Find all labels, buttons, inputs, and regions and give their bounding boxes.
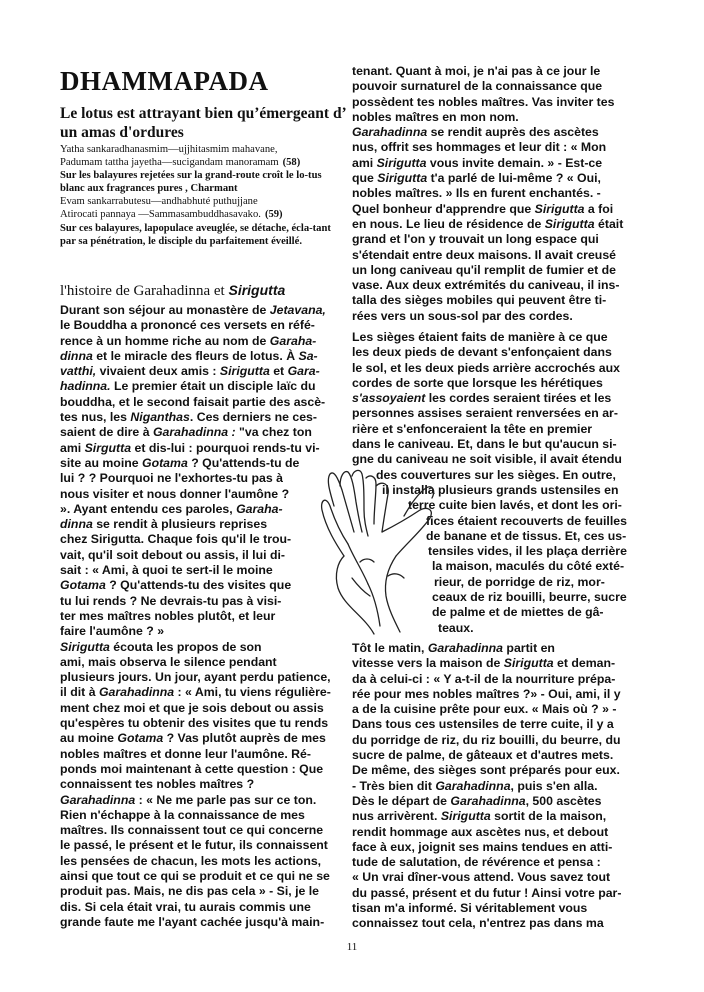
text-segment: dinna <box>60 348 93 363</box>
text-line <box>60 793 331 808</box>
text-segment: il dit à <box>60 685 99 700</box>
text-segment: tensiles vides, il les plaça derrière <box>428 544 627 559</box>
text-line <box>352 809 621 824</box>
text-segment: Gotama <box>142 455 188 470</box>
text-segment: Tôt le matin, <box>352 641 428 655</box>
text-segment: que <box>352 171 378 186</box>
text-line <box>352 748 621 763</box>
pali-verse-58-line1: Yatha sankaradhanasmim—ujjhitasmim mahavane, <box>60 144 278 155</box>
text-line <box>352 345 627 360</box>
text-line <box>352 702 621 717</box>
text-line <box>352 656 621 671</box>
text-line <box>60 471 331 486</box>
text-segment: Garahadinna <box>98 685 175 700</box>
text-segment: Sirgutta <box>84 440 132 455</box>
text-segment: du passé, présent et du futur ! Ainsi votre par- <box>352 885 622 900</box>
text-line <box>352 437 627 452</box>
text-segment: Sirigutta <box>440 809 491 824</box>
text-segment: nus arrivèrent. <box>352 809 441 824</box>
text-segment: ? Vas plutôt auprès de mes <box>163 731 326 746</box>
verses-block <box>60 143 346 248</box>
text-segment: chez Sirigutta. Chaque fois qu'il le trou- <box>60 532 292 547</box>
text-segment: ainsi que tout ce qui se produit et ce qui ne se <box>60 868 330 883</box>
text-segment: - Très bien dit <box>352 778 436 793</box>
text-segment: hadinna. <box>60 379 111 394</box>
text-segment: et dis-lui : pourquoi rends-tu vi- <box>131 440 320 455</box>
text-line <box>352 330 627 345</box>
text-line <box>352 886 621 901</box>
text-segment: fices étaient recouverts de feuilles <box>426 513 627 528</box>
text-line <box>352 110 623 125</box>
text-segment: ter mes maîtres nobles plutôt, et leur <box>60 608 276 623</box>
text-line <box>60 640 331 655</box>
text-segment: "va chez ton <box>235 425 312 440</box>
text-line <box>352 140 623 155</box>
text-segment: nus, offrit ses hommages et leur dit : « Mon <box>352 140 607 155</box>
text-segment: lui ? ? Pourquoi ne l'exhortes-tu pas à <box>60 471 283 486</box>
text-line <box>352 733 621 748</box>
text-line <box>352 794 621 809</box>
lotus-hand-illustration <box>304 466 454 636</box>
text-segment: ami <box>352 155 377 170</box>
text-line <box>352 422 627 437</box>
text-segment: Le premier était un disciple laïc du <box>110 379 316 394</box>
text-segment: t'a parlé de lui-même ? « Oui, <box>427 171 601 186</box>
text-segment: de palme et de miettes de gâ- <box>432 605 604 620</box>
text-line <box>60 624 331 639</box>
text-segment: Gara- <box>287 364 320 379</box>
text-segment: terre cuite bien lavés, et dont les ori- <box>408 498 622 513</box>
text-line <box>60 747 331 762</box>
text-segment: au moine <box>60 731 118 746</box>
text-segment: Garahadinna <box>450 793 526 808</box>
text-line <box>60 884 331 899</box>
text-segment: vitesse vers la maison de <box>352 656 504 671</box>
text-segment: s'étendait entre deux maisons. Il avait creusé <box>352 247 616 262</box>
section-title <box>60 282 285 300</box>
text-line <box>60 364 331 379</box>
text-line <box>60 685 331 700</box>
subtitle: Le lotus est attrayant bien qu’émergeant d’ un amas d'ordures <box>60 105 346 141</box>
text-segment: grand et l'on y trouvait un long espace qui <box>352 232 599 247</box>
text-line <box>60 349 331 364</box>
text-segment: Gotama <box>60 578 106 593</box>
text-segment: ami, mais observa le silence pendant <box>60 654 277 669</box>
text-segment: les pensées de chacun, les mots les actions, <box>60 853 322 868</box>
text-line <box>352 248 623 263</box>
text-segment: : « Ne me parle pas sur ce ton. <box>135 792 317 807</box>
text-segment: , puis s'en alla. <box>510 778 598 793</box>
text-segment: rieur, de porridge de riz, mor- <box>434 574 605 589</box>
text-line <box>60 762 331 777</box>
text-column-left <box>60 303 331 930</box>
text-line <box>60 777 331 792</box>
text-line <box>60 655 331 670</box>
text-segment: Dès le départ de <box>352 793 451 808</box>
text-segment: Sa- <box>298 348 318 363</box>
text-segment: rendit hommage aux ascètes nus, et debout <box>352 824 609 839</box>
section-title-name: Sirigutta <box>228 282 286 298</box>
text-segment: possèdent tes nobles maîtres. Vas inviter tes <box>352 94 615 109</box>
text-segment: produit pas. Mais, ne dis pas cela » - Si, je le <box>60 884 320 899</box>
text-line <box>352 186 623 201</box>
verse-number-59: (59) <box>264 209 283 221</box>
text-line <box>352 79 623 94</box>
text-line <box>60 701 331 716</box>
text-segment: connaissez tout cela, n'entrez pas dans ma <box>352 916 604 931</box>
text-segment: Sirigutta <box>544 216 595 231</box>
text-segment: Niganthas <box>130 410 190 425</box>
text-segment: Rien n'échappe à la connaissance de mes <box>60 807 305 822</box>
text-line <box>352 95 623 110</box>
text-segment: ment chez moi et que je sois debout ou assis <box>60 700 324 715</box>
text-segment: Quel bonheur d'apprendre que <box>352 201 535 216</box>
text-line <box>60 303 331 318</box>
text-segment: face à eux, joignit ses mains tendues en atti- <box>352 839 613 854</box>
pali-verse-58-line2: Padumam tattha jayetha—sucigandam manoramam <box>60 157 279 169</box>
text-segment: grande faute me l'ayant cachée jusqu'à main- <box>60 914 325 929</box>
text-line <box>352 916 621 931</box>
text-segment: ceaux de riz bouilli, beurre, sucre <box>432 590 627 605</box>
text-line <box>60 502 331 517</box>
text-segment: Garahadinna <box>60 792 136 807</box>
text-segment: Les sièges étaient faits de manière à ce que <box>352 330 608 344</box>
text-segment: gne du caniveau ne soit visible, il avait étendu <box>352 452 622 467</box>
text-segment: ». Ayant entendu ces paroles, <box>60 501 237 516</box>
text-line <box>60 410 331 425</box>
text-segment: Sirigutta <box>219 364 270 379</box>
text-line <box>352 901 621 916</box>
text-segment: tude de salutation, de révérence et pensa : <box>352 855 601 870</box>
text-segment: le sol, et les deux pieds arrière accrochés aux <box>352 360 620 375</box>
text-line <box>352 870 621 885</box>
text-segment: site au moine <box>60 455 143 470</box>
text-line <box>60 532 331 547</box>
text-line <box>60 379 331 394</box>
text-segment: du porridge de riz, du riz bouilli, du beurre, du <box>352 732 621 747</box>
text-segment: la maison, maculés du côté exté- <box>432 559 625 574</box>
text-segment: Dans tous ces ustensiles de terre cuite, il y a <box>352 717 614 732</box>
text-line <box>352 391 627 406</box>
text-segment: ami <box>60 440 85 455</box>
text-segment: vous invite demain. » - Est-ce <box>426 155 603 170</box>
text-segment: tenant. Quant à moi, je n'ai pas à ce jour le <box>352 64 601 78</box>
text-segment: nobles maîtres et donne leur l'aumône. Ré- <box>60 746 311 761</box>
text-segment: rée pour mes nobles maîtres ?» - Oui, ami, il y <box>352 686 621 701</box>
text-segment: écouta les propos de son <box>109 639 262 654</box>
text-segment: Garahadinna <box>435 778 511 793</box>
text-segment: plusieurs jours. Un jour, ayant perdu patience, <box>60 670 331 685</box>
text-line <box>60 609 331 624</box>
text-segment: en nous. Le lieu de résidence de <box>352 216 545 231</box>
text-column-right-top <box>352 64 623 324</box>
text-segment: tisan m'a informé. Si véritablement vous <box>352 901 588 916</box>
text-segment: « Un vrai dîner-vous attend. Vous savez tout <box>352 870 611 885</box>
text-segment: le Bouddha a prononcé ces versets en réfé- <box>60 318 315 333</box>
text-segment: , 500 ascètes <box>525 793 602 808</box>
text-segment: ? Qu'attends-tu des visites que <box>105 578 292 593</box>
text-segment: un long caniveau qu'il remplit de fumier et de <box>352 262 616 277</box>
text-line <box>352 125 623 140</box>
text-segment: nous visiter et nous donner l'aumône ? <box>60 486 290 501</box>
text-line <box>60 670 331 685</box>
text-segment: pouvoir surnaturel de la connaissance que <box>352 79 603 94</box>
text-line <box>352 156 623 171</box>
text-line <box>60 854 331 869</box>
text-segment: a foi <box>584 201 614 216</box>
text-line <box>352 171 623 186</box>
text-line <box>352 361 627 376</box>
text-segment: les cordes seraient tirées et les <box>425 391 612 406</box>
text-segment: des couvertures sur les sièges. En outre, <box>376 467 616 482</box>
text-line <box>60 318 331 333</box>
text-line <box>60 594 331 609</box>
verse-number-58: (58) <box>282 157 301 169</box>
text-segment: Garahadinna : <box>152 425 236 440</box>
text-segment: cordes de sorte que lorsque les hérétiques <box>352 375 603 390</box>
pali-verse-59-line2: Atirocati pannaya —Sammasambuddhasavako. <box>60 209 261 221</box>
text-line <box>60 578 331 593</box>
text-segment: dis. Si cela était vrai, tu aurais commis une <box>60 899 311 914</box>
text-segment: Sirigutta <box>534 201 585 216</box>
text-segment: vatthi, <box>60 364 97 379</box>
text-segment: et deman- <box>553 656 616 671</box>
text-line <box>352 641 621 656</box>
text-line <box>352 202 623 217</box>
text-line <box>352 278 623 293</box>
page-title: DHAMMAPADA <box>60 66 269 96</box>
text-segment: sucre de palme, de gâteaux et d'autres mets. <box>352 748 614 763</box>
text-segment: vivaient deux amis : <box>96 364 220 379</box>
text-segment: : « Ami, tu viens régulière- <box>174 685 331 700</box>
text-line <box>352 717 621 732</box>
text-segment: rence à un homme riche au nom de <box>60 333 270 348</box>
text-line <box>60 334 331 349</box>
text-segment: bouddha, et le second faisait partie des ascè- <box>60 394 326 409</box>
text-segment: maîtres. Ils connaissent tout ce qui concerne <box>60 823 324 838</box>
text-line <box>60 900 331 915</box>
text-segment: teaux. <box>438 620 474 635</box>
text-segment: vait, qu'il soit debout ou assis, il lui di- <box>60 547 285 562</box>
text-segment: Durant son séjour au monastère de <box>60 303 270 317</box>
pali-verse-59-line1: Evam sankarrabutesu—andhabhuté puthujjane <box>60 196 258 208</box>
text-segment: Garaha- <box>269 333 317 348</box>
text-line <box>60 456 331 471</box>
text-segment: Garahadinna <box>352 125 428 140</box>
text-segment: Jetavana, <box>269 303 326 317</box>
text-segment: talla des sièges mobiles qui peuvent être ti- <box>352 293 607 308</box>
text-segment: saient de dire à <box>60 425 153 440</box>
text-segment: se rendit à plusieurs reprises <box>92 517 268 532</box>
text-line <box>60 441 331 456</box>
text-segment: Gotama <box>117 731 164 746</box>
text-column-right-bottom <box>352 641 621 932</box>
text-line <box>352 825 621 840</box>
text-line <box>60 487 331 502</box>
section-title-text: l'histoire de Garahadinna et <box>60 283 229 299</box>
text-segment: les deux pieds de devant s'enfonçaient dans <box>352 345 612 360</box>
page-number: 11 <box>346 941 358 953</box>
text-segment: sortit de la maison, <box>490 809 607 824</box>
text-segment: Sirigutta <box>503 656 554 671</box>
text-segment: qu'espères tu obtenir des visites que tu rends <box>60 716 329 731</box>
text-line <box>60 517 331 532</box>
text-line <box>352 687 621 702</box>
text-segment: Sirigutta <box>377 171 428 186</box>
text-segment: faire l'aumône ? » <box>60 624 165 639</box>
text-segment: et le miracle des fleurs de lotus. À <box>92 348 299 363</box>
text-line <box>60 731 331 746</box>
text-segment: Sirigutta <box>376 155 427 170</box>
text-line <box>352 309 623 324</box>
text-segment: ? Qu'attends-tu de <box>187 455 300 470</box>
text-line <box>352 232 623 247</box>
text-segment: était <box>594 216 624 231</box>
text-line <box>60 869 331 884</box>
text-line <box>352 672 621 687</box>
text-line <box>352 779 621 794</box>
text-segment: le passé, le présent et le futur, ils connaissent <box>60 838 328 853</box>
text-line <box>60 425 331 440</box>
french-verse-58: Sur les balayures rejetées sur la grand-route croît le lo-tus blanc aux fragrances pures , Charmant <box>60 170 322 195</box>
text-segment: et <box>269 364 288 379</box>
text-segment: ponds moi maintenant à cette question : Que <box>60 761 324 776</box>
text-segment: Garaha- <box>236 501 283 516</box>
text-segment: tes nus, les <box>60 410 131 425</box>
text-line <box>60 838 331 853</box>
text-segment: da à celui-ci : « Y a-t-il de la nourriture prépa- <box>352 671 616 686</box>
text-segment: Garahadinna <box>427 641 504 655</box>
text-line <box>60 808 331 823</box>
french-verse-59: Sur ces balayures, lapopulace aveuglée, se détache, écla-tant par sa pénétration, le disciple du parfaitement éveillé. <box>60 222 331 247</box>
text-segment: personnes assises seraient renversées en ar- <box>352 406 618 421</box>
text-line <box>352 263 623 278</box>
text-segment: De même, des sièges sont préparés pour eux. <box>352 763 620 778</box>
text-line <box>60 716 331 731</box>
text-segment: vase. Aux deux extrémités du caniveau, il ins- <box>352 278 620 293</box>
text-segment: nobles maîtres en mon nom. <box>352 109 519 124</box>
text-segment: rées vers un sous-sol par des cordes. <box>352 308 573 323</box>
text-line <box>60 823 331 838</box>
text-segment: . Ces derniers ne ces- <box>189 410 317 425</box>
text-line <box>352 293 623 308</box>
text-segment: dans le caniveau. Et, dans le but qu'aucun si- <box>352 437 617 452</box>
text-segment: dinna <box>60 517 93 532</box>
text-segment: tu lui rends ? Ne devrais-tu pas à visi- <box>60 593 282 608</box>
text-line <box>352 217 623 232</box>
text-line <box>352 840 621 855</box>
text-line <box>352 376 627 391</box>
text-line <box>60 548 331 563</box>
text-line <box>60 563 331 578</box>
text-segment: nobles maîtres. » Ils en furent enchantés. - <box>352 186 601 201</box>
text-segment: Sirigutta <box>60 639 110 654</box>
text-segment: il installa plusieurs grands ustensiles en <box>382 482 619 497</box>
text-line <box>60 915 331 930</box>
text-segment: a de la cuisine prête pour eux. « Mais où ? » - <box>352 702 617 717</box>
text-segment: sait : « Ami, à quoi te sert-il le moine <box>60 563 273 578</box>
text-segment: rière et s'enfonceraient la tête en premier <box>352 421 593 436</box>
text-segment: de banane et de tissus. Et, ces us- <box>426 528 627 543</box>
text-line <box>352 406 627 421</box>
text-line <box>352 64 623 79</box>
text-segment: connaissent tes nobles maîtres ? <box>60 777 255 792</box>
text-segment: s'assoyaient <box>352 391 426 406</box>
text-line <box>352 855 621 870</box>
text-segment: se rendit auprès des ascètes <box>427 125 599 140</box>
text-line <box>60 395 331 410</box>
text-line <box>352 763 621 778</box>
text-segment: partit en <box>503 641 555 655</box>
